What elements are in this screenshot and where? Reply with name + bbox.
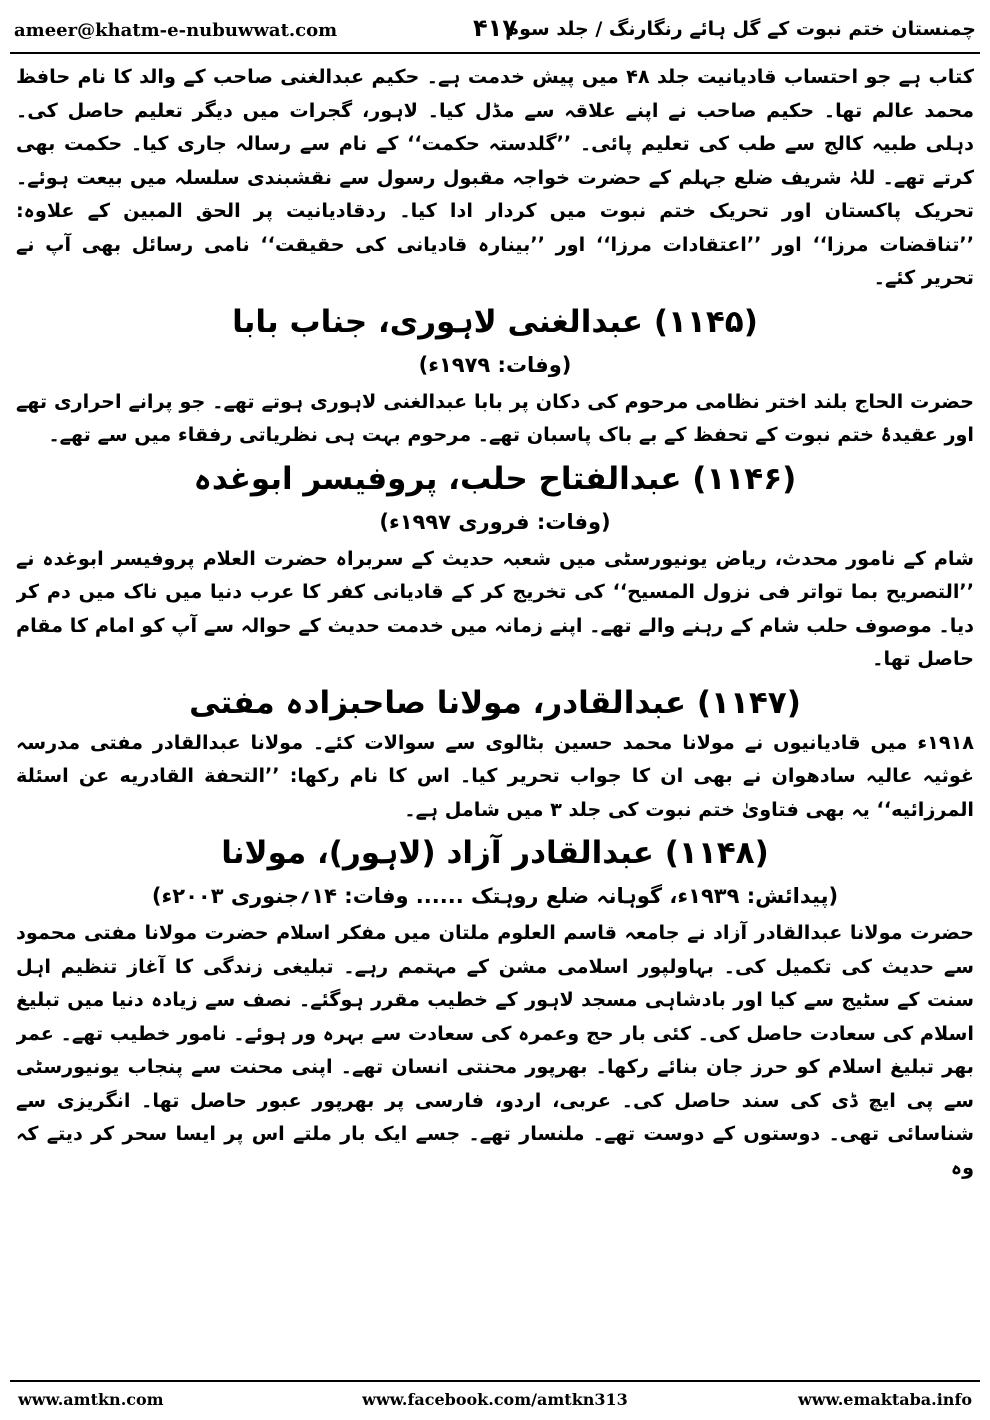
footer-link-facebook[interactable]: www.facebook.com/amtkn313: [362, 1390, 628, 1409]
page-body: [16, 60, 974, 1376]
entry-heading-1146: (۱۱۴۶) عبدالفتاح حلب، پروفیسر ابوغدہ: [193, 460, 797, 497]
page-number: ۴۱۷: [473, 14, 517, 42]
footer-link-amtkn[interactable]: www.amtkn.com: [18, 1390, 164, 1409]
entry-paragraph-1148: حضرت مولانا عبدالقادر آزاد نے جامعہ قاسم العلوم ملتان میں مفکر اسلام حضرت مولانا مفتی محمود سے حدیث کی تکمیل کی۔ بہاولپور اسلامی مشن کے مہتمم رہے۔ تبلیغی زندگی کا آغاز تنظیم اہل سنت کے سٹیج سے کیا اور بادشاہی مسجد لاہور کے خطیب مقرر ہوگئے۔ نصف سے زیادہ دنیا میں تبلیغ اسلام کی سعادت حاصل کی۔ کئی بار حج وعمرہ کی سعادت سے بہرہ ور ہوئے۔ نامور خطیب تھے۔ عمر بھر تبلیغ اسلام کو حرز جان بنائے رکھا۔ بھرپور محنتی انسان تھے۔ اپنی محنت سے پنجاب یونیورسٹی سے پی ایچ ڈی کی سند حاصل کی۔ عربی، اردو، فارسی پر بھرپور عبور حاصل تھا۔ انگریزی سے شناسائی تھی۔ دوستوں کے دوست تھے۔ ملنسار تھے۔ جسے ایک بار ملتے اس پر ایسا سحر کر دیتے کہ وہ: [16, 921, 974, 1179]
header-divider: [10, 52, 980, 54]
entry-dates-1148: (پیدائش: ۱۹۳۹ء، گوہانہ ضلع روہتک ...... وفات: ۱۴؍جنوری ۲۰۰۳ء): [151, 884, 839, 908]
entry-dates-1146: (وفات: فروری ۱۹۹۷ء): [379, 509, 611, 534]
book-title: چمنستان ختم نبوت کے گل ہائے رنگارنگ / جلد سوم: [505, 18, 976, 40]
intro-paragraph: کتاب ہے جو احتساب قادیانیت جلد ۴۸ میں پیش خدمت ہے۔ حکیم عبدالغنی صاحب کے والد کا نام حافظ محمد عالم تھا۔ حکیم صاحب نے اپنے علاقہ سے مڈل کیا۔ لاہور، گجرات میں دیگر تعلیم حاصل کی۔ دہلی طبیہ کالج سے طب کی تعلیم پائی۔ ’’گلدستہ حکمت‘‘ کے نام سے رسالہ جاری کیا۔ حکمت بھی کرتے تھے۔ للہٰ شریف ضلع جہلم کے حضرت خواجہ مقبول رسول سے نقشبندی سلسلہ میں بیعت ہوئے۔ تحریک پاکستان اور تحریک ختم نبوت میں کردار ادا کیا۔ ردقادیانیت پر الحق المبین کے علاوہ: ’’تناقضات مرزا‘‘ اور ’’اعتقادات مرزا‘‘ اور ’’بینارہ قادیانی کی حقیقت‘‘ نامی رسائل بھی آپ نے تحریر کئے۔: [16, 65, 974, 289]
entry-dates-1145: (وفات: ۱۹۷۹ء): [418, 352, 572, 377]
entry-heading-1148: (۱۱۴۸) عبدالقادر آزاد (لاہور)، مولانا: [221, 835, 769, 871]
page-footer: [10, 1386, 980, 1414]
page-header: [10, 8, 980, 52]
entry-paragraph-1145: حضرت الحاج بلند اختر نظامی مرحوم کی دکان پر بابا عبدالغنی لاہوری ہوتے تھے۔ جو پرانے احراری تھے اور عقیدۂ ختم نبوت کے تحفظ کے بے باک پاسبان تھے۔ مرحوم بہت ہی نظریاتی رفقاء میں سے تھے۔: [16, 389, 974, 446]
entry-heading-1147: (۱۱۴۷) عبدالقادر، مولانا صاحبزادہ مفتی: [189, 684, 801, 721]
footer-divider: [10, 1380, 980, 1382]
footer-link-emaktaba[interactable]: www.emaktaba.info: [798, 1390, 972, 1409]
entry-heading-1145: (۱۱۴۵) عبدالغنی لاہوری، جناب بابا: [232, 303, 758, 340]
header-email[interactable]: ameer@khatm-e-nubuwwat.com: [14, 20, 338, 41]
entry-paragraph-1147: ۱۹۱۸ء میں قادیانیوں نے مولانا محمد حسین بٹالوی سے سوالات کئے۔ مولانا عبدالقادر مفتی مدرسہ غوثیہ عالیہ سادھوان نے بھی ان کا جواب تحریر کیا۔ اس کا نام رکھا: ’’التحفة القادریه عن اسئلة المرزائیه‘‘ یہ بھی فتاویٰ ختم نبوت کی جلد ۳ میں شامل ہے۔: [16, 730, 974, 821]
entry-paragraph-1146: شام کے نامور محدث، ریاض یونیورسٹی میں شعبہ حدیث کے سربراہ حضرت العلام پروفیسر ابوغدہ نے ’’التصریح بما تواتر فی نزول المسیح‘‘ کی تخریج کر کے قادیانی کفر کا عرب دنیا میں ناک میں دم کر دیا۔ موصوف حلب شام کے رہنے والے تھے۔ اپنے زمانہ میں خدمت حدیث کے حوالہ سے آپ کو امام کا مقام حاصل تھا۔: [16, 546, 974, 670]
